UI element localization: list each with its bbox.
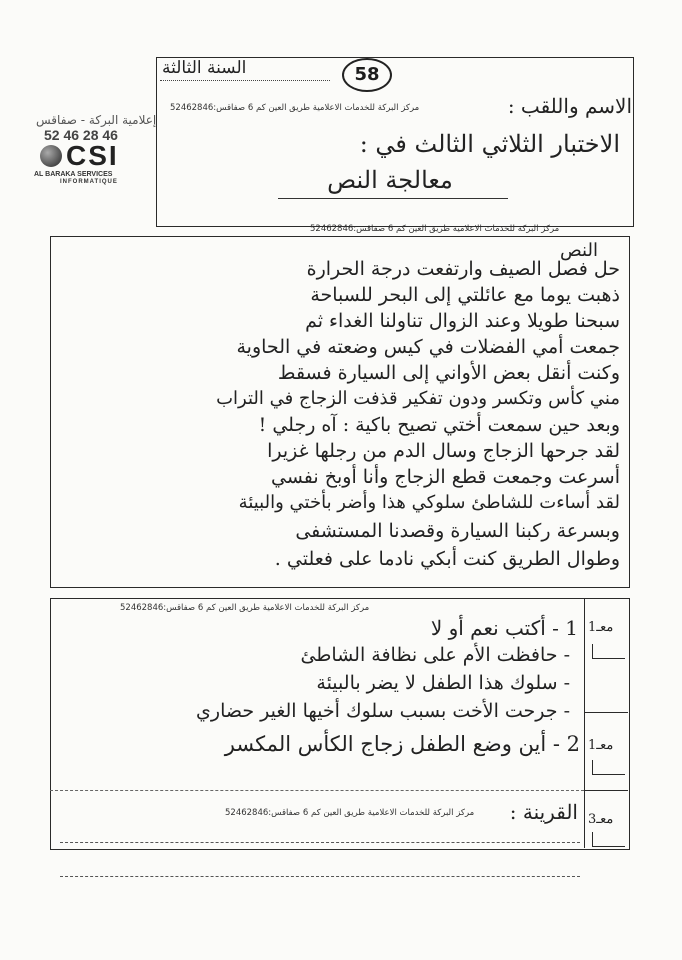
q3-prompt: القرينة : bbox=[509, 800, 578, 824]
text-line: لقد جرحها الزجاج وسال الدم من رجلها غزيرا bbox=[267, 440, 620, 462]
text-line: لقد أساءت للشاطئ سلوكي هذا وأضر بأختي والبيئة bbox=[238, 492, 620, 513]
year-label: السنة الثالثة bbox=[162, 58, 247, 78]
text-line: وكنت أنقل بعض الأواني إلى السيارة فسقط bbox=[277, 362, 620, 384]
logo-arabic: إعلامية البركة - صفاقس bbox=[36, 113, 157, 127]
logo bbox=[30, 113, 157, 185]
year-underline bbox=[160, 80, 330, 81]
row-divider-2 bbox=[584, 790, 628, 791]
header-center-stamp: مركز البركة للخدمات الاعلامية طريق العين كم 6 صفاقس:52462846 bbox=[170, 103, 420, 113]
q1-prompt: 1 - أكتب نعم أو لا bbox=[430, 616, 578, 640]
text-line: سبحنا طويلا وعند الزوال تناولنا الغداء ثم bbox=[305, 310, 620, 332]
q1-item: - جرحت الأخت بسبب سلوك أخيها الغير حضاري bbox=[196, 700, 570, 722]
logo-tagline2: INFORMATIQUE bbox=[60, 179, 118, 185]
answer-line bbox=[60, 876, 580, 877]
criterion-1: معـ1 bbox=[588, 620, 614, 635]
q1-item: - سلوك هذا الطفل لا يضر بالبيئة bbox=[316, 672, 570, 694]
criterion-2: معـ1 bbox=[588, 738, 614, 753]
criteria-column-divider bbox=[584, 598, 585, 848]
text-line: أسرعت وجمعت قطع الزجاج وأنا أوبخ نفسي bbox=[271, 466, 620, 488]
row-divider-1 bbox=[584, 712, 628, 713]
text-heading: النص bbox=[560, 240, 598, 261]
text-line: جمعت أمي الفضلات في كيس وضعته في الحاوية bbox=[236, 336, 620, 358]
text-line: وبعد حين سمعت أختي تصيح باكية : آه رجلي ! bbox=[258, 414, 620, 436]
logo-phone: 52 46 28 46 bbox=[44, 127, 118, 143]
logo-tagline1: AL BARAKA SERVICES bbox=[34, 171, 113, 178]
text-line: ذهبت يوما مع عائلتي إلى البحر للسباحة bbox=[310, 284, 620, 306]
logo-brand: CSI bbox=[66, 140, 119, 171]
text-line: حل فصل الصيف وارتفعت درجة الحرارة bbox=[306, 258, 620, 280]
title-underline bbox=[278, 198, 508, 199]
section-divider bbox=[50, 790, 584, 791]
page-number-badge: 58 bbox=[342, 58, 392, 92]
answer-line bbox=[60, 842, 580, 843]
q3-stamp: مركز البركة للخدمات الاعلامية طريق العين كم 6 صفاقس:52462846 bbox=[225, 808, 475, 818]
q1-item: - حافظت الأم على نظافة الشاطئ bbox=[300, 644, 570, 666]
exam-title-line1: الاختبار الثلاثي الثالث في : bbox=[359, 130, 620, 158]
name-label: الاسم واللقب : bbox=[507, 94, 632, 118]
score-box-1 bbox=[592, 644, 625, 659]
criterion-3: معـ3 bbox=[588, 812, 614, 827]
questions-stamp: مركز البركة للخدمات الاعلامية طريق العين كم 6 صفاقس:52462846 bbox=[120, 603, 370, 613]
exam-title-line2: معالجة النص bbox=[327, 166, 453, 194]
q2-prompt: 2 - أين وضع الطفل زجاج الكأس المكسر bbox=[224, 732, 580, 756]
text-line: مني كأس وتكسر ودون تفكير قذفت الزجاج في التراب bbox=[216, 388, 620, 409]
logo-globe-icon bbox=[40, 145, 62, 167]
score-box-2 bbox=[592, 760, 625, 775]
text-line: وطوال الطريق كنت أبكي نادما على فعلتي . bbox=[274, 548, 620, 570]
score-box-3 bbox=[592, 832, 625, 847]
text-line: وبسرعة ركبنا السيارة وقصدنا المستشفى bbox=[295, 520, 620, 542]
text-section-stamp: مركز البركة للخدمات الاعلامية طريق العين كم 6 صفاقس:52462846 bbox=[310, 224, 560, 234]
